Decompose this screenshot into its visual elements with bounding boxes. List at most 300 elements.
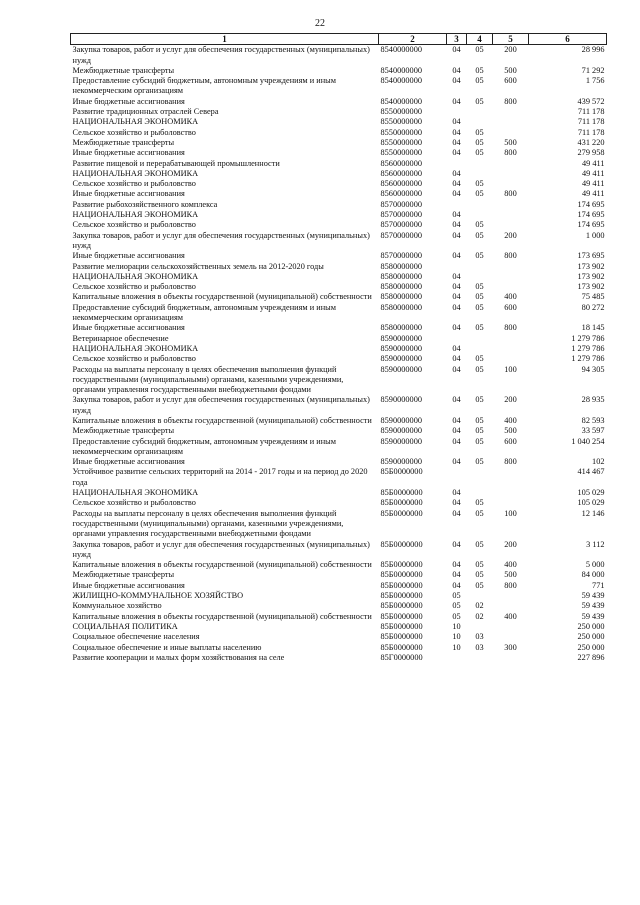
budget-table [70,33,607,663]
item-name: Сельское хозяйство и рыболовство [72,179,196,189]
subsection-code [467,169,493,179]
table-row [71,200,607,210]
expense-type-code: 800 [504,189,517,199]
table-row [71,540,607,561]
amount-value: 439 572 [577,96,605,106]
item-name: НАЦИОНАЛЬНАЯ ЭКОНОМИКА [72,343,199,353]
section-code: 04 [452,76,461,86]
amount-value: 711 178 [577,107,605,117]
expense-type-code [493,334,529,344]
subsection-code: 03 [475,642,484,652]
expense-type-code [493,591,529,601]
section-code: 04 [452,127,461,137]
item-name: Капитальные вложения в объекты государственной (муниципальной) собственности [72,611,372,621]
item-name: Закупка товаров, работ и услуг для обеспечения государственных (муниципальных) нужд [72,539,370,559]
amount-value: 250 000 [577,632,605,642]
item-name: НАЦИОНАЛЬНАЯ ЭКОНОМИКА [72,210,199,220]
expense-type-code [493,467,529,488]
target-code: 85Б0000000 [380,508,423,518]
section-code: 04 [452,457,461,467]
subsection-code [467,107,493,117]
target-code: 8540000000 [380,76,422,86]
amount-value: 33 597 [581,426,605,436]
target-code: 8560000000 [380,189,422,199]
subsection-code: 05 [475,508,484,518]
target-code: 8580000000 [380,271,422,281]
page-number: 22 [315,18,325,29]
target-code: 8580000000 [380,282,422,292]
subsection-code [467,272,493,282]
subsection-code: 05 [475,580,484,590]
expense-type-code: 100 [504,364,517,374]
target-code: 85Б0000000 [380,539,423,549]
amount-value: 173 902 [577,282,605,292]
item-name: Межбюджетные трансферты [72,65,175,75]
subsection-code: 05 [475,45,484,55]
amount-value: 75 485 [581,292,605,302]
expense-type-code: 200 [504,230,517,240]
target-code: 8570000000 [380,210,422,220]
subsection-code: 05 [475,364,484,374]
table-header-row [71,34,607,45]
amount-value: 173 902 [577,271,605,281]
expense-type-code: 400 [504,415,517,425]
amount-value: 173 902 [577,261,605,271]
table-row [71,426,607,436]
section-code [447,107,467,117]
amount-value: 1 000 [585,230,605,240]
expense-type-code: 500 [504,570,517,580]
table-row [71,334,607,344]
expense-type-code: 800 [504,251,517,261]
amount-value: 1 279 786 [571,333,605,343]
section-code [447,334,467,344]
expense-type-code [493,262,529,272]
section-code: 04 [452,210,461,220]
table-row [71,45,607,66]
table-row [71,560,607,570]
expense-type-code: 500 [504,65,517,75]
table-row [71,262,607,272]
amount-value: 174 695 [577,220,605,230]
target-code: 8590000000 [380,364,422,374]
subsection-code: 05 [475,302,484,312]
section-code: 04 [452,426,461,436]
table-row [71,76,607,97]
subsection-code [467,210,493,220]
item-name: Предоставление субсидий бюджетным, автономным учреждениям и иным некоммерческим организациям [72,302,336,323]
amount-value: 49 411 [581,189,605,199]
target-code: 8570000000 [380,251,422,261]
expense-type-code: 400 [504,292,517,302]
subsection-code: 05 [475,436,484,446]
section-code: 04 [452,415,461,425]
amount-value: 80 272 [581,302,605,312]
subsection-code: 05 [475,560,484,570]
target-code: 8580000000 [380,302,422,312]
item-name: Иные бюджетные ассигнования [72,96,185,106]
amount-value: 414 467 [577,467,605,477]
subsection-code: 05 [475,354,484,364]
item-name: Иные бюджетные ассигнования [72,148,185,158]
expense-type-code: 500 [504,137,517,147]
amount-value: 1 756 [585,76,605,86]
target-code: 8590000000 [380,415,422,425]
item-name: Сельское хозяйство и рыболовство [72,127,196,137]
item-name: Межбюджетные трансферты [72,426,175,436]
expense-type-code [493,272,529,282]
target-code: 8580000000 [380,292,422,302]
expense-type-code: 800 [504,580,517,590]
target-code: 85Б0000000 [380,570,423,580]
table-row [71,179,607,189]
expense-type-code: 100 [504,508,517,518]
item-name: Сельское хозяйство и рыболовство [72,498,196,508]
subsection-code: 05 [475,220,484,230]
expense-type-code [493,632,529,642]
table-row [71,189,607,199]
expense-type-code [493,210,529,220]
target-code: 85Б0000000 [380,498,423,508]
column-header: 3 [447,34,467,45]
subsection-code: 05 [475,230,484,240]
column-header: 5 [493,34,529,45]
item-name: НАЦИОНАЛЬНАЯ ЭКОНОМИКА [72,117,199,127]
item-name: Сельское хозяйство и рыболовство [72,220,196,230]
item-name: Развитие традиционных отраслей Севера [72,107,219,117]
subsection-code: 05 [475,415,484,425]
amount-value: 49 411 [581,179,605,189]
target-code: 8540000000 [380,65,422,75]
expense-type-code [493,344,529,354]
subsection-code: 05 [475,189,484,199]
section-code: 04 [452,580,461,590]
section-code: 04 [452,354,461,364]
expense-type-code: 200 [504,539,517,549]
table-row [71,365,607,396]
section-code: 04 [452,560,461,570]
section-code: 05 [452,611,461,621]
subsection-code: 05 [475,65,484,75]
section-code: 04 [452,189,461,199]
subsection-code [467,488,493,498]
item-name: Расходы на выплаты персоналу в целях обеспечения выполнения функций государственными (муниципальными) органами, казенными учреждениями, органами управления государственными внебюджетными фондами [72,364,344,395]
expense-type-code: 800 [504,457,517,467]
section-code: 04 [452,179,461,189]
item-name: ЖИЛИЩНО-КОММУНАЛЬНОЕ ХОЗЯЙСТВО [72,591,244,601]
subsection-code: 02 [475,601,484,611]
item-name: Иные бюджетные ассигнования [72,251,185,261]
item-name: Коммунальное хозяйство [72,601,162,611]
section-code: 05 [452,591,461,601]
target-code: 8570000000 [380,230,422,240]
amount-value: 174 695 [577,210,605,220]
amount-value: 82 593 [581,415,605,425]
item-name: Капитальные вложения в объекты государственной (муниципальной) собственности [72,292,372,302]
table-row [71,323,607,333]
item-name: Предоставление субсидий бюджетным, автономным учреждениям и иным некоммерческим организациям [72,76,336,96]
table-row [71,457,607,467]
amount-value: 59 439 [581,611,605,621]
section-code: 04 [452,323,461,333]
amount-value: 1 279 786 [571,354,605,364]
target-code: 85Б0000000 [380,632,423,642]
table-row [71,643,607,653]
expense-type-code: 800 [504,323,517,333]
expense-type-code [493,488,529,498]
section-code: 04 [452,271,461,281]
table-row [71,66,607,76]
target-code: 8540000000 [380,45,422,55]
subsection-code [467,622,493,632]
table-row [71,601,607,611]
expense-type-code: 400 [504,560,517,570]
target-code: 8550000000 [380,107,422,117]
target-code: 8550000000 [380,117,422,127]
subsection-code [467,344,493,354]
amount-value: 59 439 [581,591,605,601]
amount-value: 94 305 [581,364,605,374]
column-header: 2 [379,34,447,45]
subsection-code: 05 [475,457,484,467]
table-row [71,220,607,230]
target-code: 8590000000 [380,343,422,353]
amount-value: 250 000 [577,642,605,652]
subsection-code: 05 [475,323,484,333]
subsection-code: 05 [475,498,484,508]
subsection-code: 05 [475,251,484,261]
subsection-code: 05 [475,76,484,86]
amount-value: 173 695 [577,251,605,261]
item-name: Межбюджетные трансферты [72,137,175,147]
table-row [71,210,607,220]
subsection-code: 05 [475,292,484,302]
target-code: 8570000000 [380,199,422,209]
table-row [71,159,607,169]
item-name: Капитальные вложения в объекты государственной (муниципальной) собственности [72,415,372,425]
table-row [71,354,607,364]
subsection-code [467,117,493,127]
amount-value: 431 220 [577,137,605,147]
expense-type-code: 300 [504,642,517,652]
expense-type-code [493,282,529,292]
target-code: 85Б0000000 [380,467,423,477]
target-code: 85Б0000000 [380,642,423,652]
subsection-code: 05 [475,539,484,549]
column-header: 6 [529,34,607,45]
item-name: Межбюджетные трансферты [72,570,175,580]
target-code: 8580000000 [380,261,422,271]
amount-value: 105 029 [577,488,605,498]
subsection-code [467,159,493,169]
table-row [71,251,607,261]
table-row [71,416,607,426]
table-row [71,581,607,591]
item-name: Иные бюджетные ассигнования [72,189,185,199]
table-row [71,570,607,580]
item-name: Развитие кооперации и малых форм хозяйствования на селе [72,652,285,662]
item-name: Закупка товаров, работ и услуг для обеспечения государственных (муниципальных) нужд [72,395,370,415]
target-code: 8590000000 [380,354,422,364]
target-code: 8540000000 [380,96,422,106]
table-row [71,498,607,508]
section-code: 04 [452,488,461,498]
section-code: 04 [452,570,461,580]
target-code: 8550000000 [380,137,422,147]
section-code: 04 [452,302,461,312]
amount-value: 711 178 [577,117,605,127]
amount-value: 59 439 [581,601,605,611]
table-row [71,622,607,632]
target-code: 8590000000 [380,457,422,467]
table-row [71,395,607,416]
section-code: 04 [452,230,461,240]
subsection-code: 05 [475,426,484,436]
expense-type-code: 600 [504,76,517,86]
target-code: 85Б0000000 [380,488,423,498]
section-code: 04 [452,45,461,55]
expense-type-code: 800 [504,96,517,106]
expense-type-code [493,179,529,189]
section-code: 04 [452,282,461,292]
item-name: НАЦИОНАЛЬНАЯ ЭКОНОМИКА [72,168,199,178]
section-code [447,200,467,210]
subsection-code: 05 [475,395,484,405]
amount-value: 1 279 786 [571,343,605,353]
amount-value: 84 000 [581,570,605,580]
amount-value: 3 112 [586,539,605,549]
target-code: 8590000000 [380,436,422,446]
expense-type-code: 600 [504,436,517,446]
expense-type-code [493,117,529,127]
subsection-code [467,653,493,663]
target-code: 85Б0000000 [380,621,423,631]
section-code: 04 [452,168,461,178]
subsection-code [467,334,493,344]
expense-type-code [493,498,529,508]
target-code: 8550000000 [380,148,422,158]
item-name: Ветеринарное обеспечение [72,333,169,343]
table-row [71,148,607,158]
subsection-code: 05 [475,96,484,106]
item-name: Иные бюджетные ассигнования [72,457,185,467]
amount-value: 711 178 [577,127,605,137]
table-row [71,467,607,488]
table-row [71,632,607,642]
section-code: 10 [452,621,461,631]
expense-type-code: 500 [504,426,517,436]
section-code: 04 [452,251,461,261]
section-code: 04 [452,96,461,106]
section-code: 04 [452,539,461,549]
subsection-code: 05 [475,148,484,158]
table-row [71,509,607,540]
table-row [71,138,607,148]
target-code: 8560000000 [380,179,422,189]
expense-type-code [493,128,529,138]
expense-type-code [493,622,529,632]
item-name: Капитальные вложения в объекты государственной (муниципальной) собственности [72,560,372,570]
table-row [71,128,607,138]
expense-type-code [493,653,529,663]
item-name: Предоставление субсидий бюджетным, автономным учреждениям и иным некоммерческим организациям [72,436,336,456]
amount-value: 28 935 [581,395,605,405]
expense-type-code: 200 [504,395,517,405]
section-code: 04 [452,65,461,75]
amount-value: 227 896 [577,652,605,662]
target-code: 8560000000 [380,158,422,168]
subsection-code: 05 [475,127,484,137]
subsection-code [467,591,493,601]
section-code: 04 [452,436,461,446]
section-code: 04 [452,498,461,508]
expense-type-code [493,220,529,230]
section-code [447,159,467,169]
table-row [71,282,607,292]
table-row [71,169,607,179]
target-code: 8590000000 [380,333,422,343]
target-code: 85Б0000000 [380,580,423,590]
subsection-code [467,262,493,272]
subsection-code [467,200,493,210]
target-code: 85Б0000000 [380,611,423,621]
target-code: 85Б0000000 [380,591,423,601]
section-code: 04 [452,395,461,405]
table-row [71,591,607,601]
expense-type-code [493,354,529,364]
column-header: 4 [467,34,493,45]
target-code: 8590000000 [380,395,422,405]
column-header: 1 [71,34,379,45]
amount-value: 49 411 [581,168,605,178]
section-code [447,262,467,272]
item-name: Развитие мелиорации сельскохозяйственных земель на 2012-2020 годы [72,261,324,271]
table-row [71,488,607,498]
expense-type-code [493,107,529,117]
table-row [71,344,607,354]
table-row [71,272,607,282]
section-code [447,467,467,488]
amount-value: 5 000 [585,560,605,570]
target-code: 8550000000 [380,127,422,137]
target-code: 8590000000 [380,426,422,436]
table-row [71,653,607,663]
section-code: 04 [452,364,461,374]
expense-type-code: 800 [504,148,517,158]
expense-type-code [493,601,529,611]
amount-value: 71 292 [581,65,605,75]
section-code: 04 [452,117,461,127]
target-code: 8570000000 [380,220,422,230]
section-code: 10 [452,632,461,642]
item-name: Сельское хозяйство и рыболовство [72,282,196,292]
subsection-code: 05 [475,570,484,580]
table-row [71,292,607,302]
section-code: 04 [452,343,461,353]
item-name: Социальное обеспечение и иные выплаты населению [72,642,262,652]
target-code: 85Г0000000 [380,652,423,662]
item-name: Развитие пищевой и перерабатывающей промышленности [72,158,280,168]
table-row [71,303,607,324]
table-row [71,117,607,127]
subsection-code [467,467,493,488]
amount-value: 49 411 [581,158,605,168]
subsection-code: 05 [475,137,484,147]
subsection-code: 02 [475,611,484,621]
expense-type-code [493,200,529,210]
target-code: 8580000000 [380,323,422,333]
table-row [71,107,607,117]
